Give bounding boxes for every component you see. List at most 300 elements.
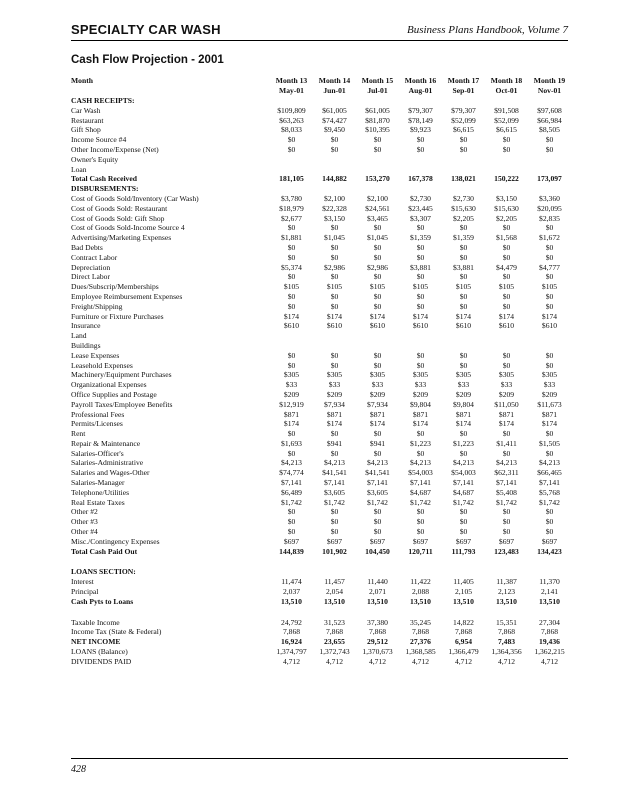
month-header: Month 16 [404,76,437,85]
row-label: Repair & Maintenance [71,438,141,448]
value-cell: $6,615 [453,125,474,135]
value-cell: $5,768 [539,487,560,497]
value-cell: $52,099 [494,115,519,125]
value-cell: 4,712 [497,656,516,666]
table-row [71,253,571,263]
value-cell: $11,673 [537,399,562,409]
value-cell: $941 [326,438,343,448]
month-header: Month 15 [361,76,394,85]
value-cell: 7,868 [325,627,344,637]
value-cell: $174 [541,419,558,429]
table-row [71,282,571,292]
row-label: Office Supplies and Postage [71,389,157,399]
value-cell: $174 [412,311,429,321]
value-cell [356,567,399,577]
value-cell: $0 [330,144,339,154]
value-cell: 7,868 [411,627,430,637]
value-cell: $7,934 [367,399,388,409]
running-title: SPECIALTY CAR WASH [71,22,221,37]
value-cell: 153,270 [365,174,390,184]
value-cell: 104,450 [365,546,390,556]
value-cell: 144,839 [279,546,304,556]
value-cell: $3,150 [496,193,517,203]
row-spacer [71,556,571,567]
row-label: Real Estate Taxes [71,497,125,507]
table-row [71,272,571,282]
table-row [71,145,571,155]
value-cell: $174 [369,311,386,321]
spacer-cell [71,607,571,618]
value-cell [313,155,356,165]
value-cell: $1,881 [281,233,302,243]
table-row [71,547,571,557]
value-cell: $105 [455,282,472,292]
value-cell: $2,730 [410,193,431,203]
month-header: Month 18 [490,76,523,85]
table-row [71,507,571,517]
value-cell: 23,655 [324,637,345,647]
row-label: Furniture or Fixture Purchases [71,311,164,321]
table-row [71,657,571,667]
value-cell: $2,205 [453,213,474,223]
value-cell: $305 [283,370,300,380]
table-row [71,321,571,331]
value-cell [399,155,442,165]
value-cell: 24,792 [281,617,302,627]
value-cell: $2,677 [281,213,302,223]
value-cell: 7,483 [497,637,516,647]
value-cell: $0 [459,135,468,145]
value-cell: $209 [283,389,300,399]
value-cell: $4,687 [453,487,474,497]
value-cell: $33 [371,380,384,390]
value-cell: $0 [287,350,296,360]
table-row [71,478,571,488]
value-cell: $0 [502,135,511,145]
row-label: Machinery/Equipment Purchases [71,370,172,380]
value-cell: $2,205 [496,213,517,223]
value-cell [313,96,356,106]
table-row [71,214,571,224]
value-cell: $7,141 [496,478,517,488]
value-cell: $0 [459,517,468,527]
value-cell: $0 [330,301,339,311]
value-cell [270,96,313,106]
row-label: DIVIDENDS PAID [71,656,132,666]
value-cell: $305 [541,370,558,380]
table-row [71,243,571,253]
value-cell: $7,141 [281,478,302,488]
value-cell: $0 [502,144,511,154]
value-cell: $0 [287,242,296,252]
value-cell: 1,368,585 [405,647,436,657]
value-cell [528,184,571,194]
value-cell: 7,868 [282,627,301,637]
value-cell: $1,742 [324,497,345,507]
value-cell: $0 [287,252,296,262]
value-cell [399,341,442,351]
value-cell: $174 [498,311,515,321]
row-label: DISBURSEMENTS: [71,184,139,194]
value-cell [313,165,356,175]
value-cell: $33 [543,380,556,390]
value-cell [270,341,313,351]
value-cell: 101,902 [322,546,347,556]
row-label: Contract Labor [71,252,118,262]
value-cell [442,165,485,175]
value-cell: $2,730 [453,193,474,203]
date-header: Sep-01 [452,86,475,95]
table-row [71,458,571,468]
value-cell: $97,608 [537,105,562,115]
value-cell [485,165,528,175]
value-cell: $7,141 [367,478,388,488]
value-cell: $4,479 [496,262,517,272]
value-cell: $0 [459,242,468,252]
table-row [71,618,571,628]
value-cell: $33 [285,380,298,390]
value-cell: $0 [545,517,554,527]
value-cell: $0 [330,350,339,360]
value-cell [528,341,571,351]
value-cell: 4,712 [325,656,344,666]
value-cell: 13,510 [324,596,345,606]
row-label: Income Tax (State & Federal) [71,627,162,637]
row-label: LOANS SECTION: [71,567,136,577]
value-cell: $15,630 [494,203,519,213]
value-cell: 2,088 [411,587,430,597]
value-cell: $0 [416,291,425,301]
value-cell [356,341,399,351]
value-cell: 134,423 [537,546,562,556]
value-cell: $0 [502,291,511,301]
value-cell: $105 [541,282,558,292]
table-header-months [71,76,571,86]
value-cell: 37,380 [367,617,388,627]
book-title: Business Plans Handbook, Volume 7 [406,24,568,36]
value-cell [528,165,571,175]
value-cell: $1,742 [453,497,474,507]
value-cell: $209 [498,389,515,399]
value-cell: $174 [283,419,300,429]
value-cell: $4,213 [410,458,431,468]
value-cell: $22,328 [322,203,347,213]
value-cell: $0 [416,301,425,311]
value-cell: 4,712 [454,656,473,666]
value-cell: $4,213 [324,458,345,468]
row-label: Dues/Subscrip/Memberships [71,282,159,292]
row-label: Salaries and Wages-Other [71,468,150,478]
table-row [71,390,571,400]
value-cell: 120,711 [408,546,433,556]
table-row [71,341,571,351]
value-cell [356,96,399,106]
date-header: Jul-01 [367,86,388,95]
row-label: Bad Debts [71,242,103,252]
value-cell: 4,712 [368,656,387,666]
row-label: Telephone/Utilities [71,487,130,497]
table-row [71,292,571,302]
value-cell: 173,097 [537,174,562,184]
value-cell: $697 [326,536,343,546]
value-cell: $305 [498,370,515,380]
value-cell: $3,605 [324,487,345,497]
value-cell: $1,359 [410,233,431,243]
month-header: Month 17 [447,76,480,85]
table-row [71,351,571,361]
value-cell: $209 [326,389,343,399]
cash-flow-table [71,76,571,667]
spacer-cell [71,556,571,567]
value-cell: $610 [412,321,429,331]
row-label: Other Income/Expense (Net) [71,144,159,154]
value-cell: 27,304 [539,617,560,627]
row-label: Interest [71,577,94,587]
value-cell: $0 [416,350,425,360]
value-cell: $1,693 [281,438,302,448]
row-label: Insurance [71,321,101,331]
value-cell: 31,523 [324,617,345,627]
value-cell: 111,793 [451,546,476,556]
table-row [71,263,571,273]
value-cell: $12,919 [279,399,304,409]
value-cell: $0 [545,272,554,282]
value-cell: $0 [287,291,296,301]
value-cell: $63,263 [279,115,304,125]
value-cell: $0 [545,507,554,517]
value-cell: $0 [459,291,468,301]
value-cell: 7,868 [454,627,473,637]
value-cell: $1,742 [410,497,431,507]
value-cell: $0 [502,242,511,252]
table-row [71,155,571,165]
value-cell: $0 [416,135,425,145]
table-row [71,637,571,647]
value-cell: 1,370,673 [362,647,393,657]
value-cell: $41,541 [322,468,347,478]
row-label: Cost of Goods Sold: Gift Shop [71,213,165,223]
value-cell [399,96,442,106]
value-cell [528,96,571,106]
value-cell: $0 [287,360,296,370]
value-cell: $0 [330,507,339,517]
value-cell: $52,099 [451,115,476,125]
value-cell: $0 [287,301,296,311]
value-cell: 1,366,479 [448,647,479,657]
table-row [71,488,571,498]
value-cell [442,331,485,341]
value-cell: $4,213 [453,458,474,468]
value-cell: $305 [412,370,429,380]
row-label: Total Cash Paid Out [71,546,138,556]
value-cell: $174 [455,311,472,321]
value-cell: $0 [373,242,382,252]
value-cell: $0 [330,272,339,282]
value-cell [399,184,442,194]
table-row [71,380,571,390]
row-label: Income Source #4 [71,135,127,145]
value-cell [356,184,399,194]
value-cell [270,331,313,341]
row-label: Freight/Shipping [71,301,123,311]
value-cell: $0 [416,517,425,527]
value-cell: $0 [459,223,468,233]
value-cell: $610 [283,321,300,331]
value-cell: $33 [414,380,427,390]
value-cell: $4,213 [496,458,517,468]
value-cell: $0 [416,242,425,252]
table-row [71,116,571,126]
value-cell: $305 [326,370,343,380]
date-header: Aug-01 [408,86,433,95]
value-cell: 29,512 [367,637,388,647]
value-cell: 6,954 [454,637,473,647]
table-row [71,312,571,322]
value-cell: $1,045 [324,233,345,243]
value-cell: 13,510 [367,596,388,606]
value-cell: 13,510 [453,596,474,606]
value-cell: $66,984 [537,115,562,125]
value-cell: $23,445 [408,203,433,213]
table-row [71,439,571,449]
value-cell: $105 [412,282,429,292]
value-cell: $0 [330,135,339,145]
row-label: Depreciation [71,262,111,272]
value-cell: $1,742 [496,497,517,507]
page-header [71,20,568,41]
footer-rule [71,758,568,759]
value-cell: 11,440 [367,577,388,587]
value-cell: 14,822 [453,617,474,627]
value-cell: $610 [498,321,515,331]
value-cell: $0 [373,527,382,537]
value-cell: $33 [328,380,341,390]
value-cell: 11,457 [324,577,345,587]
value-cell: $4,213 [367,458,388,468]
value-cell: $610 [326,321,343,331]
value-cell: $0 [459,144,468,154]
table-row [71,517,571,527]
date-header: Oct-01 [495,86,518,95]
value-cell: $0 [373,429,382,439]
value-cell: $0 [330,252,339,262]
table-row [71,537,571,547]
value-cell: $15,630 [451,203,476,213]
row-label: Total Cash Received [71,174,137,184]
value-cell: $3,881 [453,262,474,272]
value-cell [442,184,485,194]
value-cell: $0 [416,429,425,439]
date-header: Jun-01 [323,86,346,95]
value-cell: $109,809 [277,105,306,115]
value-cell: 4,712 [282,656,301,666]
value-cell: $1,045 [367,233,388,243]
value-cell: $0 [502,272,511,282]
value-cell: 181,105 [279,174,304,184]
value-cell: $2,986 [367,262,388,272]
value-cell [485,184,528,194]
value-cell: 144,882 [322,174,347,184]
value-cell: $7,141 [539,478,560,488]
value-cell: 4,712 [540,656,559,666]
value-cell: $66,465 [537,468,562,478]
value-cell: $33 [500,380,513,390]
value-cell: $697 [455,536,472,546]
value-cell: $0 [502,360,511,370]
value-cell: $33 [457,380,470,390]
value-cell: $2,100 [367,193,388,203]
value-cell: $62,311 [494,468,519,478]
value-cell: $871 [412,409,429,419]
value-cell: $0 [416,144,425,154]
value-cell: $0 [459,448,468,458]
value-cell: $1,672 [539,233,560,243]
value-cell: 7,868 [368,627,387,637]
table-header-dates [71,86,571,96]
value-cell: $0 [502,507,511,517]
table-row [71,302,571,312]
value-cell: $0 [287,517,296,527]
value-cell: $0 [502,527,511,537]
value-cell: $3,881 [410,262,431,272]
value-cell: $0 [287,144,296,154]
value-cell: $7,141 [410,478,431,488]
value-cell: $61,005 [365,105,390,115]
value-cell [528,331,571,341]
value-cell: $3,605 [367,487,388,497]
value-cell: 1,362,215 [534,647,565,657]
value-cell: $0 [373,272,382,282]
value-cell: $6,489 [281,487,302,497]
value-cell: $174 [541,311,558,321]
table-row [71,233,571,243]
value-cell: $54,003 [451,468,476,478]
value-cell: 2,141 [540,587,559,597]
value-cell [485,341,528,351]
value-cell: $0 [502,350,511,360]
value-cell: $305 [369,370,386,380]
value-cell: $209 [541,389,558,399]
table-row [71,370,571,380]
value-cell: $0 [287,135,296,145]
row-label: LOANS (Balance) [71,647,128,657]
value-cell: $0 [459,527,468,537]
value-cell [313,341,356,351]
value-cell: $0 [287,429,296,439]
value-cell: $871 [498,409,515,419]
value-cell [270,567,313,577]
value-cell: $0 [502,517,511,527]
value-cell: $0 [330,360,339,370]
row-spacer [71,607,571,618]
value-cell: $8,033 [281,125,302,135]
value-cell: 7,868 [540,627,559,637]
row-label: Rent [71,429,86,439]
value-cell: $78,149 [408,115,433,125]
row-label: Professional Fees [71,409,125,419]
value-cell: 4,712 [411,656,430,666]
value-cell: $610 [541,321,558,331]
table-row [71,184,571,194]
table-row [71,468,571,478]
value-cell [485,331,528,341]
row-label: Misc./Contingency Expenses [71,536,160,546]
value-cell: $0 [459,507,468,517]
table-row [71,498,571,508]
table-row [71,125,571,135]
value-cell: $3,150 [324,213,345,223]
value-cell: $0 [373,144,382,154]
